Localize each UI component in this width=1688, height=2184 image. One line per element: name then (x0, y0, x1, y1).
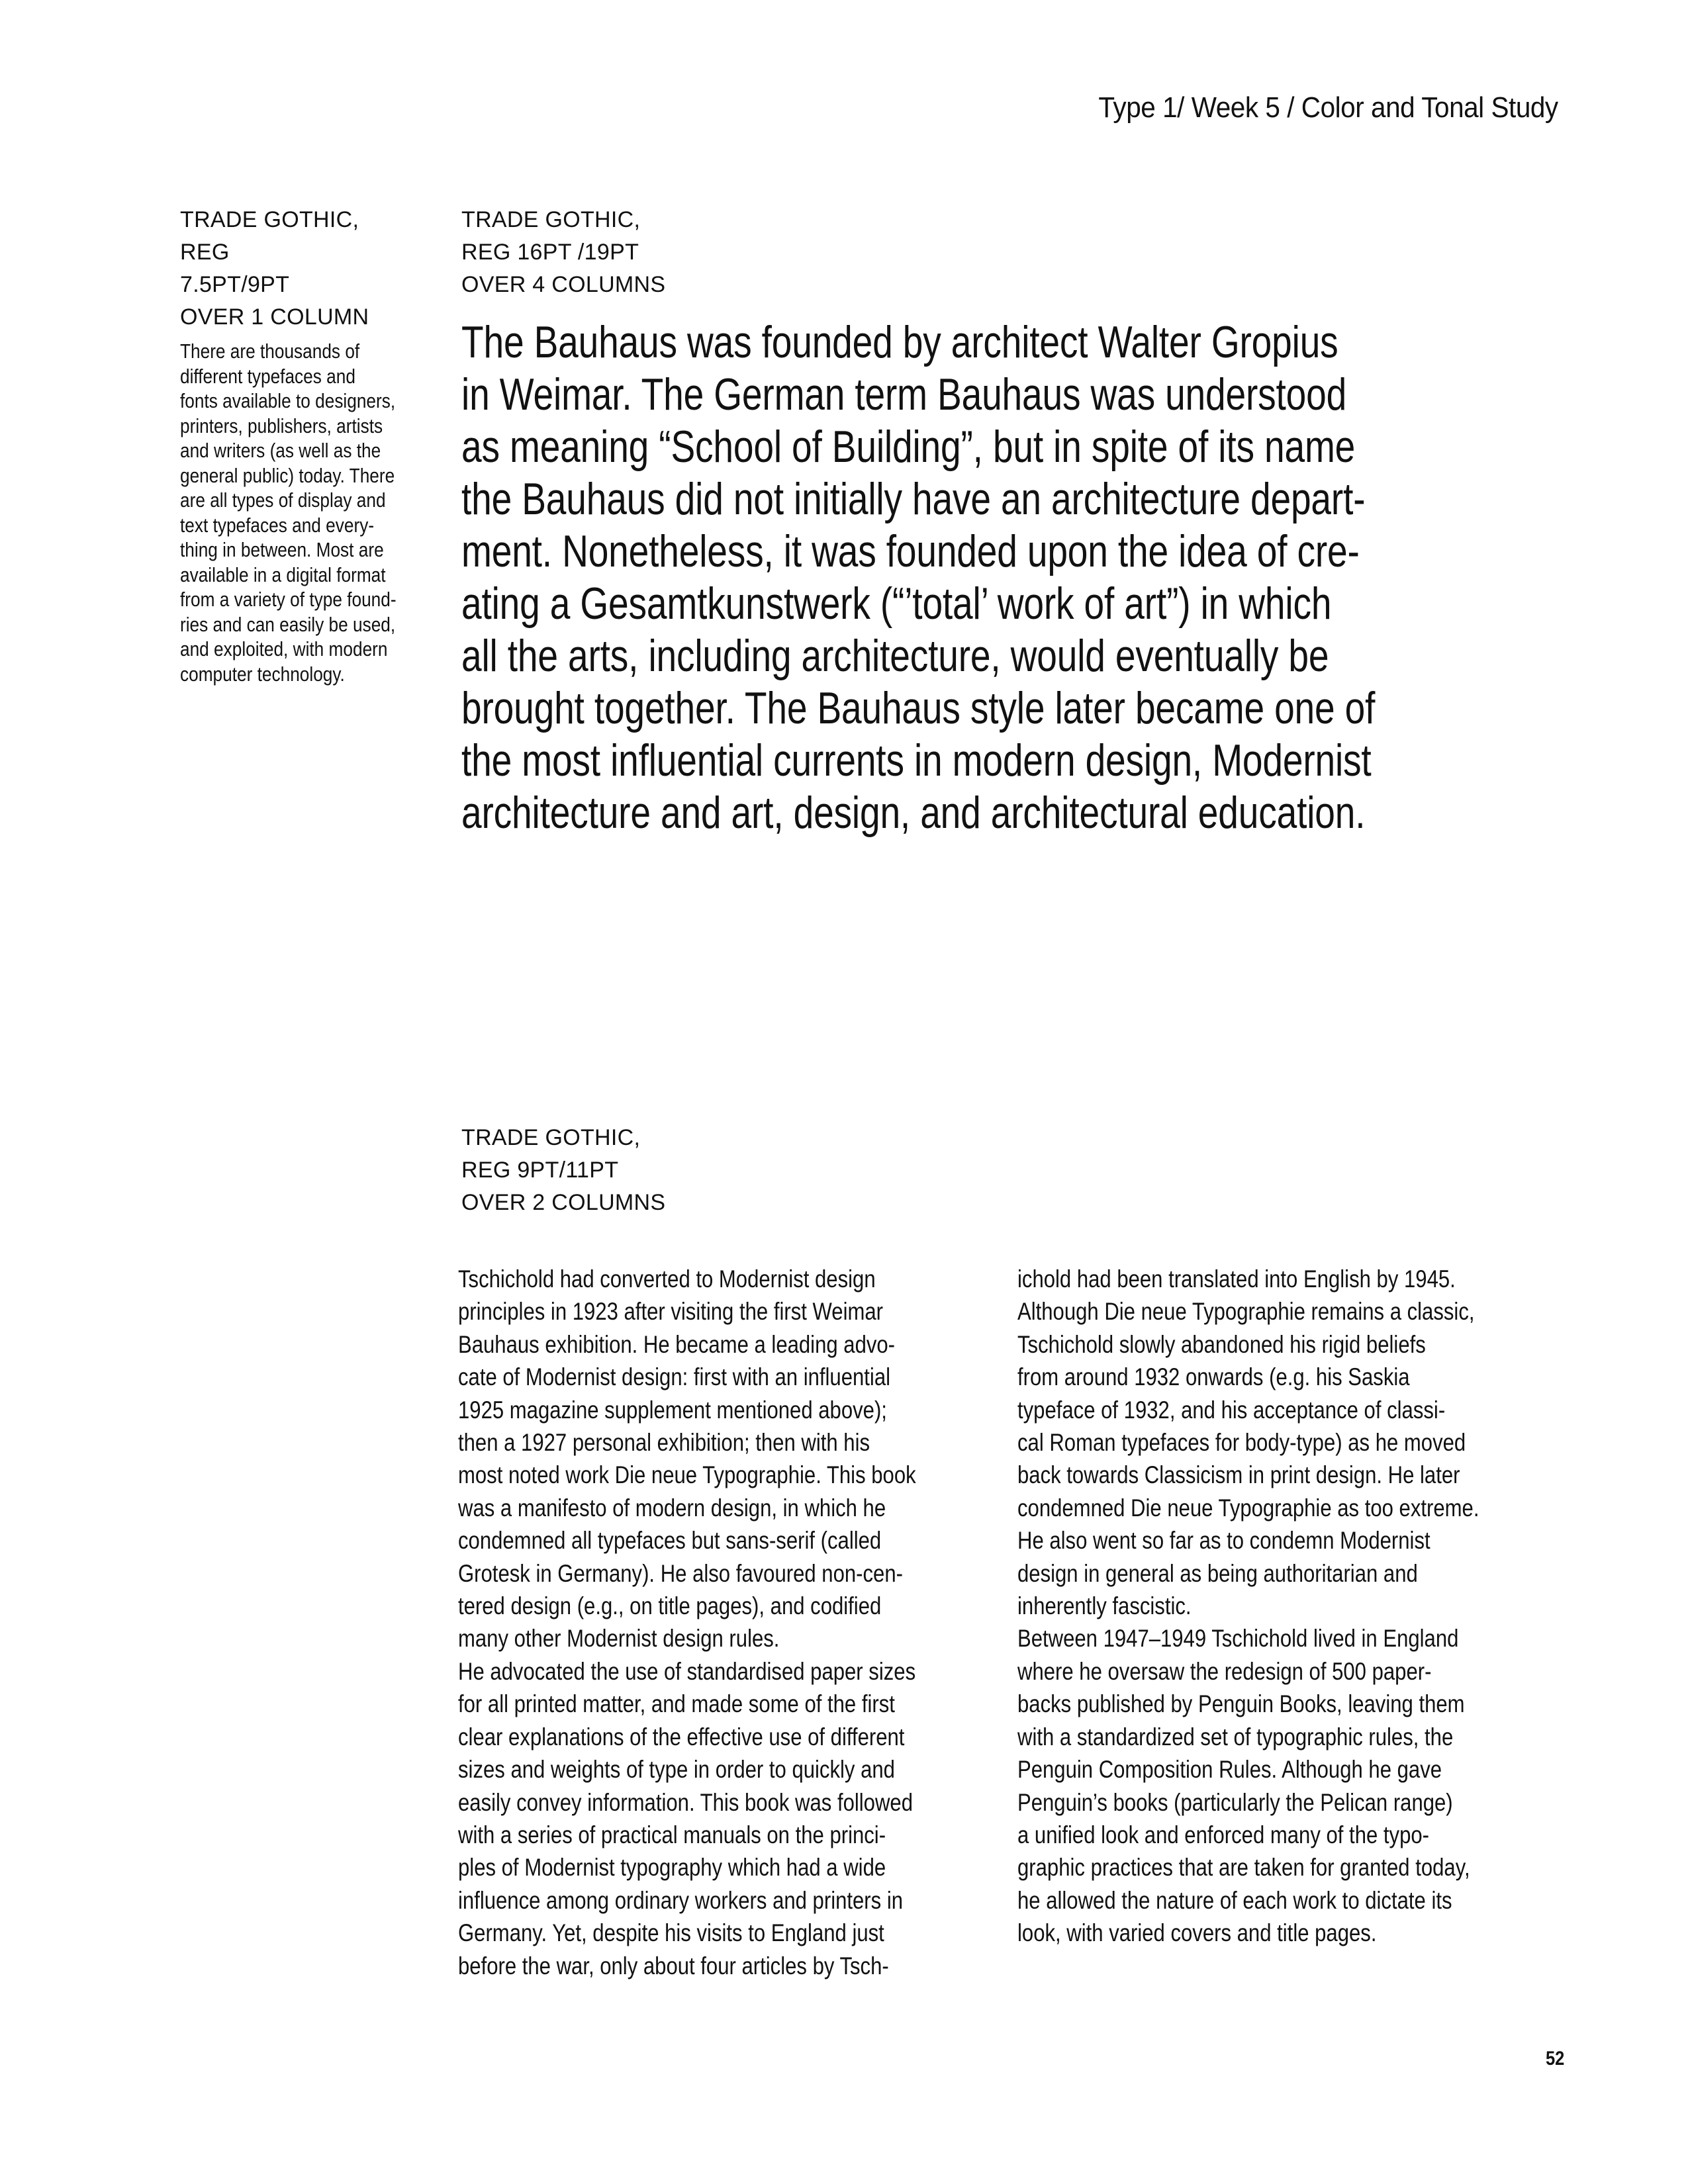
lead-line: in Weimar. The German term Bauhaus was understood (461, 369, 1347, 420)
column-line: with a standardized set of typographic rules, the (1017, 1723, 1454, 1751)
lead-line: the Bauhaus did not initially have an architecture depart- (461, 474, 1366, 524)
body-line: thing in between. Most are (180, 539, 384, 561)
column-line: before the war, only about four articles by Tsch- (458, 1952, 889, 1979)
column-line: cal Roman typefaces for body-type) as he moved (1017, 1429, 1466, 1457)
page-number: 52 (1546, 2048, 1565, 2070)
column-line: Tschichold slowly abandoned his rigid beliefs (1017, 1330, 1426, 1358)
body-line: available in a digital format (180, 563, 386, 586)
column-line: influence among ordinary workers and printers in (458, 1886, 904, 1914)
column-line: where he oversaw the redesign of 500 paper- (1017, 1657, 1432, 1685)
lead-line: the most influential currents in modern design, Modernist (461, 735, 1372, 786)
lead-line: brought together. The Bauhaus style later became one of (461, 683, 1376, 733)
label-line: TRADE GOTHIC, (461, 207, 641, 232)
column-line: many other Modernist design rules. (458, 1625, 780, 1653)
column-line: look, with varied covers and title pages. (1017, 1919, 1377, 1947)
column-line: with a series of practical manuals on the princi- (458, 1821, 886, 1848)
column-line: 1925 magazine supplement mentioned above); (458, 1396, 887, 1424)
column-line: easily convey information. This book was followed (458, 1788, 913, 1816)
label-line: 7.5PT/9PT (180, 272, 290, 297)
column-line: graphic practices that are taken for granted today, (1017, 1854, 1470, 1882)
column-line: He also went so far as to condemn Modernist (1017, 1527, 1430, 1555)
column-line: a unified look and enforced many of the typo- (1017, 1821, 1430, 1848)
specimen-lead-body (461, 316, 1375, 839)
label-line: OVER 1 COLUMN (180, 304, 369, 330)
specimen-lead-label (461, 204, 665, 301)
column-line: condemned all typefaces but sans-serif (called (458, 1527, 882, 1555)
column-line: Between 1947–1949 Tschichold lived in England (1017, 1625, 1459, 1653)
column-line: tered design (e.g., on title pages), and codified (458, 1592, 882, 1620)
label-line: TRADE GOTHIC, (180, 207, 359, 232)
lead-line: ating a Gesamtkunstwerk (“’total’ work of art”) in which (461, 578, 1332, 629)
body-line: and writers (as well as the (180, 439, 381, 462)
body-line: computer technology. (180, 662, 345, 686)
column-line: backs published by Penguin Books, leaving them (1017, 1690, 1465, 1718)
column-line: ples of Modernist typography which had a wide (458, 1854, 886, 1882)
column-line: Grotesk in Germany). He also favoured non-cen- (458, 1559, 903, 1587)
column-line: Germany. Yet, despite his visits to England just (458, 1919, 884, 1947)
column-line: principles in 1923 after visiting the first Weimar (458, 1298, 884, 1326)
body-line: text typefaces and every- (180, 514, 375, 537)
body-line: ries and can easily be used, (180, 613, 396, 636)
body-line: are all types of display and (180, 489, 386, 512)
column-line: back towards Classicism in print design. He later (1017, 1461, 1460, 1489)
lead-line: architecture and art, design, and architectural education. (461, 788, 1366, 838)
column-line: most noted work Die neue Typographie. This book (458, 1461, 916, 1489)
column-line: Bauhaus exhibition. He became a leading advo- (458, 1330, 896, 1358)
specimen-small-label (180, 204, 369, 334)
lead-line: as meaning “School of Building”, but in spite of its name (461, 422, 1356, 472)
column-line: condemned Die neue Typographie as too extreme. (1017, 1494, 1479, 1522)
body-line: general public) today. There (180, 464, 395, 487)
body-line: There are thousands of (180, 340, 360, 363)
body-line: printers, publishers, artists (180, 414, 383, 437)
column-line: Penguin Composition Rules. Although he gave (1017, 1756, 1442, 1784)
label-line: TRADE GOTHIC, (461, 1125, 641, 1150)
label-line: OVER 4 COLUMNS (461, 272, 666, 297)
column-line: clear explanations of the effective use of different (458, 1723, 905, 1751)
lead-line: ment. Nonetheless, it was founded upon the idea of cre- (461, 526, 1360, 576)
column-line: was a manifesto of modern design, in which he (458, 1494, 886, 1522)
body-line: fonts available to designers, (180, 390, 396, 412)
label-line: OVER 2 COLUMNS (461, 1190, 666, 1215)
column-line: cate of Modernist design: first with an influential (458, 1363, 891, 1391)
column-line: Although Die neue Typographie remains a classic, (1017, 1298, 1475, 1326)
body-line: and exploited, with modern (180, 638, 388, 660)
body-line: from a variety of type found- (180, 588, 397, 611)
column-line: then a 1927 personal exhibition; then with his (458, 1429, 870, 1457)
column-line: sizes and weights of type in order to quickly and (458, 1756, 895, 1784)
column-line: for all printed matter, and made some of the first (458, 1690, 895, 1718)
body-line: different typefaces and (180, 365, 355, 388)
label-line: REG 9PT/11PT (461, 1158, 619, 1183)
specimen-small-body (180, 340, 397, 687)
label-line: REG 16PT /19PT (461, 240, 639, 265)
body-column-left (458, 1263, 916, 1982)
column-line: Penguin’s books (particularly the Pelican range) (1017, 1788, 1453, 1816)
column-line: ichold had been translated into English by 1945. (1017, 1265, 1456, 1293)
column-line: He advocated the use of standardised paper sizes (458, 1657, 916, 1685)
label-line: REG (180, 240, 230, 265)
column-line: he allowed the nature of each work to dictate its (1017, 1886, 1452, 1914)
column-line: design in general as being authoritarian and (1017, 1559, 1418, 1587)
column-line: inherently fascistic. (1017, 1592, 1192, 1620)
column-line: typeface of 1932, and his acceptance of classi- (1017, 1396, 1446, 1424)
column-line: from around 1932 onwards (e.g. his Saskia (1017, 1363, 1410, 1391)
page-header-title: Type 1/ Week 5 / Color and Tonal Study (1098, 91, 1558, 124)
lead-line: all the arts, including architecture, would eventually be (461, 631, 1329, 681)
body-column-right (1017, 1263, 1479, 1950)
column-line: Tschichold had converted to Modernist design (458, 1265, 876, 1293)
lead-line: The Bauhaus was founded by architect Walter Gropius (461, 317, 1338, 367)
specimen-two-column-label (461, 1122, 665, 1219)
